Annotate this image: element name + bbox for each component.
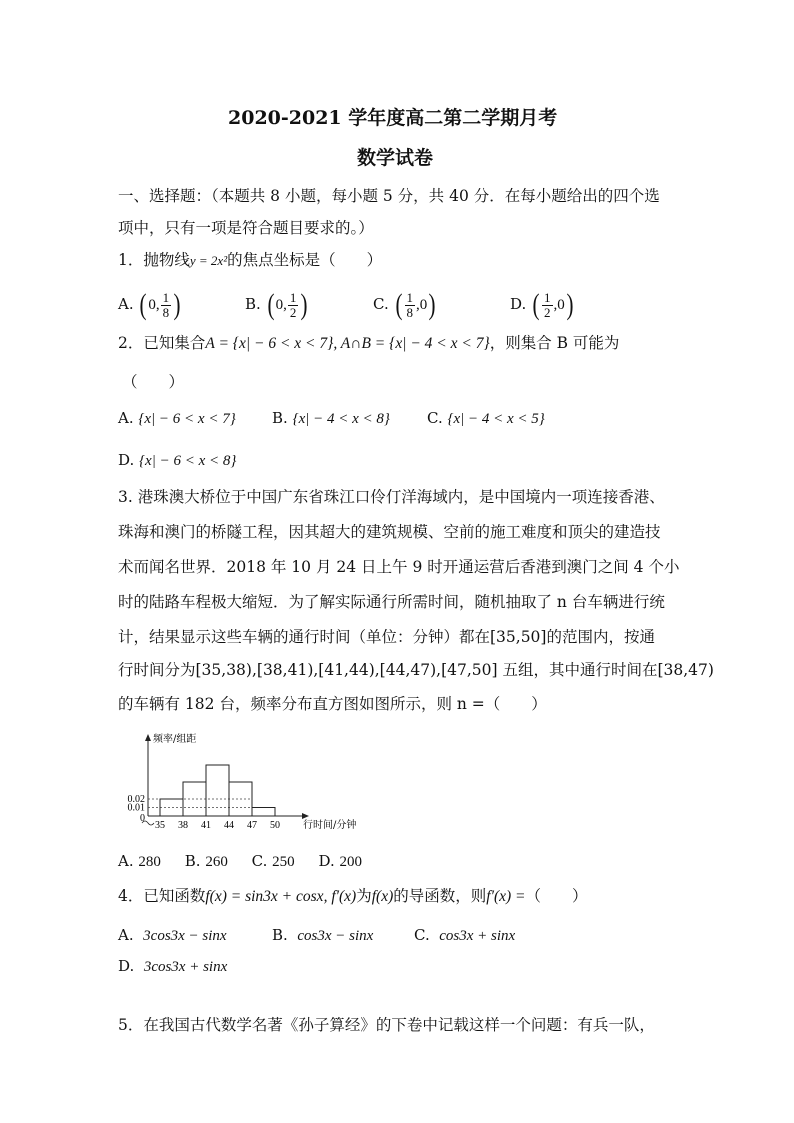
exam-subtitle: 数学试卷 (357, 147, 434, 169)
q4-option-c-text: cos3x + sinx (439, 928, 516, 944)
histogram-bar (160, 799, 183, 816)
x-tick-label: 47 (247, 820, 257, 831)
q1-option-d-label: D. (510, 295, 527, 313)
q3-option-c-label: C. (251, 852, 268, 870)
q1-suffix: 的焦点坐标是（ ） (227, 251, 383, 269)
q1-option-a: A. ( 0, $\frac{1}{8}$ ) (118, 288, 181, 321)
histogram-bar (206, 765, 229, 816)
q1-option-c: C. ( $\frac{1}{8}$ ,0) (373, 288, 436, 321)
q2-option-a-label: A. (118, 409, 134, 427)
histogram-bars (160, 765, 275, 816)
q4-option-a (118, 925, 227, 946)
q4-option-d-text: 3cos3x + sinx (143, 959, 228, 975)
q3-option-b-text: 260 (205, 854, 228, 870)
q4-option-b-text: cos3x − sinx (297, 928, 374, 944)
x-tick-label: 44 (224, 820, 234, 831)
q1-option-c-fraction: $\frac{1}{8}$ (406, 289, 413, 320)
q3-option-c-text: 250 (272, 854, 295, 870)
q3-option-a-text: 280 (138, 854, 161, 870)
q2-option-c (427, 408, 545, 429)
x-axis-arrow (302, 813, 309, 819)
q4-suffix: （ ） (525, 887, 588, 905)
q3-option-d-label: D. (318, 852, 335, 870)
q1-option-a-inner: 0, (148, 297, 160, 313)
q4-mid-2: 的导函数，则 (393, 887, 487, 905)
x-axis-title: 行时间/分钟 (303, 820, 357, 831)
y-tick-label: 0 (140, 813, 145, 824)
x-tick-label: 35 (155, 820, 165, 831)
frequency-histogram (120, 728, 370, 838)
q1-option-c-label: C. (373, 295, 389, 313)
q1-option-b: B. ( 0, $\frac{1}{2}$ ) (245, 288, 308, 321)
q2-option-b-label: B. (272, 409, 288, 427)
y-axis-title: 频率/组距 (153, 734, 197, 745)
y-axis-arrow (145, 734, 151, 741)
histogram-axes (142, 734, 309, 825)
q4-option-b-label: B. (272, 926, 288, 944)
q2-option-a (118, 408, 236, 429)
q2-option-b-text: {x| − 4 < x < 8} (292, 411, 390, 427)
q2-option-d-text: {x| − 6 < x < 8} (139, 453, 237, 469)
q3-options (118, 851, 362, 872)
q5-line-1: 5．在我国古代数学名著《孙子算经》的下卷中记载这样一个问题：有兵一队， (118, 1016, 655, 1034)
q3-line-7: 的车辆有 182 台，频率分布直方图如图所示，则 n =（ ） (118, 695, 547, 713)
q3-line-4: 时的陆路车程极大缩短．为了解实际通行所需时间，随机抽取了 n 台车辆进行统 (118, 593, 665, 611)
question-1 (118, 250, 382, 271)
q2-prefix: 2．已知集合 (118, 334, 206, 352)
q4-option-d-label: D. (118, 957, 135, 975)
y-tick-label: 0.01 (127, 802, 145, 814)
x-tick-label: 41 (201, 820, 211, 831)
q2-formula: A = {x| − 6 < x < 7}, A∩B = {x| − 4 < x < 7} (205, 335, 490, 352)
q2-option-c-text: {x| − 4 < x < 5} (447, 411, 545, 427)
q4-formula: f(x) = sin3x + cosx, f′(x) (205, 888, 357, 905)
q3-line-5: 计，结果显示这些车辆的通行时间（单位：分钟）都在[35,50]的范围内，按通 (118, 628, 655, 646)
question-2 (118, 333, 619, 354)
q1-formula: y = 2x² (189, 253, 228, 268)
q2-option-d-label: D. (118, 451, 135, 469)
q4-option-a-label: A. (118, 926, 134, 944)
section-heading-line1: 一、选择题：（本题共 8 小题，每小题 5 分，共 40 分．在每小题给出的四个选 (118, 187, 660, 205)
x-tick-label: 50 (270, 820, 280, 831)
q1-option-d-fraction: $\frac{1}{2}$ (544, 289, 551, 320)
q4-prefix: 4．已知函数 (118, 887, 206, 905)
exam-title: 2020-2021 学年度高二第二学期月考 (228, 107, 558, 129)
q3-line-3: 术而闻名世界．2018 年 10 月 24 日上午 9 时开通运营后香港到澳门之间 4 个小 (118, 558, 680, 576)
q1-option-c-inner: ,0 (416, 297, 428, 313)
q4-option-d (118, 956, 227, 977)
y-tick-label: 0.02 (127, 794, 145, 805)
q3-line-2: 珠海和澳门的桥隧工程，因其超大的建筑规模、空前的施工难度和顶尖的建造技 (118, 523, 661, 541)
q1-option-b-label: B. (245, 295, 261, 313)
q2-option-a-text: {x| − 6 < x < 7} (138, 411, 236, 427)
q1-option-b-fraction: $\frac{1}{2}$ (289, 289, 297, 320)
q3-option-b-label: B. (184, 852, 201, 870)
q2-blank: （ ） (122, 373, 185, 391)
histogram-bar (252, 808, 275, 817)
q4-option-c (414, 925, 515, 946)
x-tick-label: 38 (178, 820, 188, 831)
question-4 (118, 886, 588, 907)
q1-option-a-label: A. (118, 295, 134, 313)
q4-option-a-text: 3cos3x − sinx (143, 928, 227, 944)
q1-option-d: D. ( $\frac{1}{2}$ ,0) (510, 288, 574, 321)
q3-line-6: 行时间分为[35,38),[38,41),[41,44),[44,47),[47,50] 五组，其中通行时间在[38,47) (118, 661, 714, 679)
q3-option-a-label: A. (118, 852, 134, 870)
q3-line-1: 3. 港珠澳大桥位于中国广东省珠江口伶仃洋海域内，是中国境内一项连接香港、 (118, 488, 665, 506)
q1-option-d-inner: ,0 (553, 297, 565, 313)
q1-prefix: 1．抛物线 (118, 251, 190, 269)
q4-option-c-label: C. (414, 926, 430, 944)
q4-mid: 为 (356, 887, 372, 905)
q1-option-a-fraction: $\frac{1}{8}$ (162, 289, 170, 320)
section-heading-line2: 项中，只有一项是符合题目要求的。） (118, 219, 374, 237)
q2-option-b (272, 408, 390, 429)
q4-formula-3: f′(x) = (486, 888, 526, 905)
q4-formula-2: f(x) (371, 888, 394, 905)
q1-option-b-inner: 0, (275, 297, 287, 313)
histogram-bar (183, 782, 206, 816)
q2-option-c-label: C. (427, 409, 443, 427)
q2-suffix: ，则集合 B 可能为 (489, 334, 620, 352)
q4-option-b (272, 925, 373, 946)
q2-option-d (118, 450, 236, 471)
q3-option-d-text: 200 (339, 854, 363, 870)
